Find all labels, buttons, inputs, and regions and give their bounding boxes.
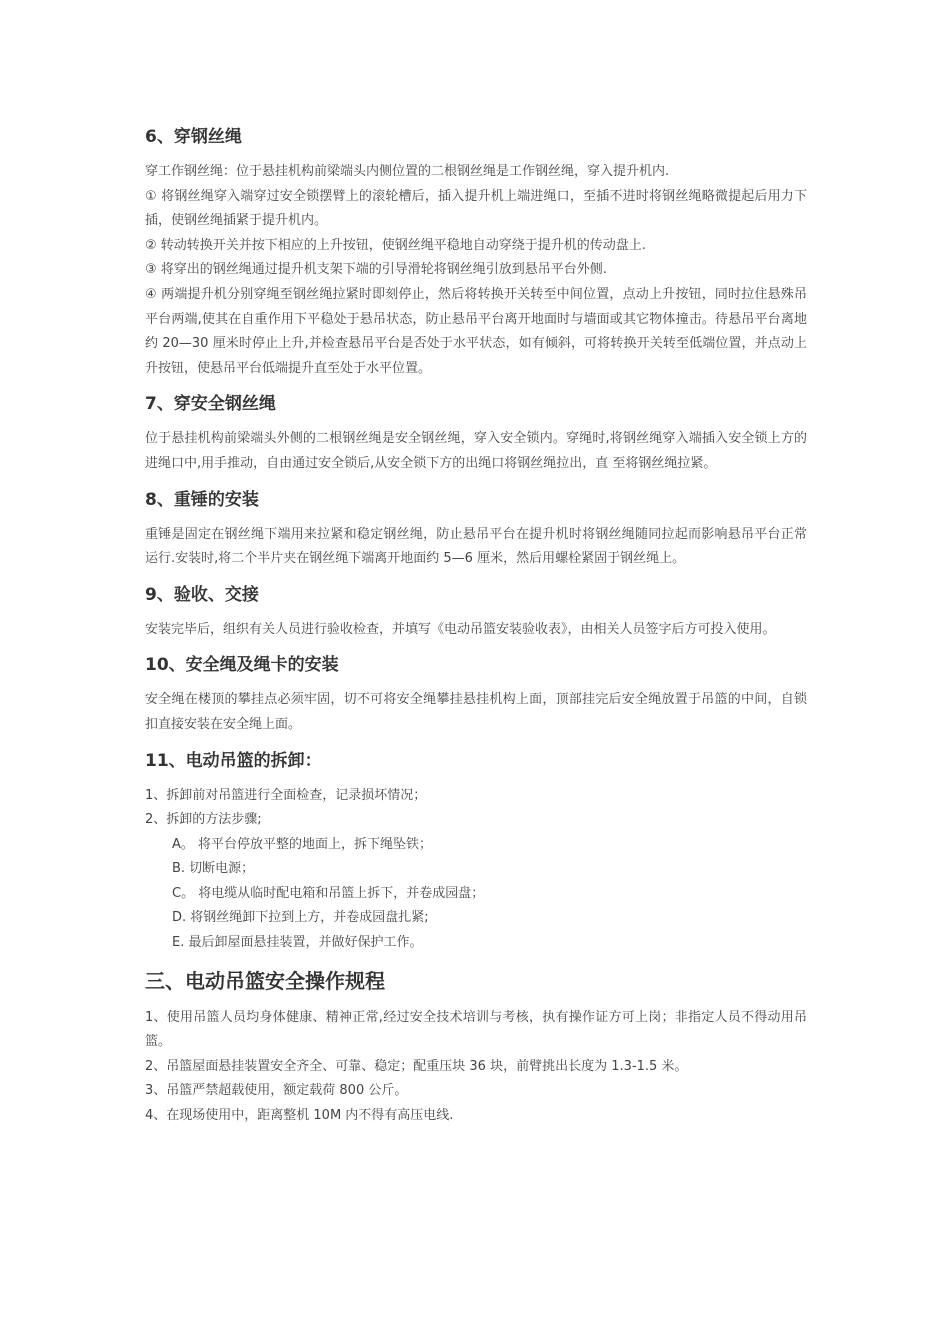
sub-list-item: A。 将平台停放平整的地面上，拆下绳坠铁； bbox=[172, 836, 433, 852]
chapter-heading: 三、电动吊篮安全操作规程 bbox=[145, 968, 385, 993]
paragraph: ③ 将穿出的钢丝绳通过提升机支架下端的引导滑轮将钢丝绳引放到悬吊平台外侧. bbox=[145, 262, 607, 278]
sub-list-item: C。 将电缆从临时配电箱和吊篮上拆下，并卷成园盘； bbox=[172, 885, 485, 901]
sub-list-item: E. 最后卸屋面悬挂装置，并做好保护工作。 bbox=[172, 935, 423, 951]
sub-list-item: D. 将钢丝绳卸下拉到上方，并卷成园盘扎紧; bbox=[172, 910, 429, 926]
paragraph: ④ 两端提升机分别穿绳至钢丝绳拉紧时即刻停止，然后将转换开关转至中间位置，点动上升按钮，同时拉住悬殊吊平台两端,使其在自重作用下平稳处于悬吊状态，防止悬吊平台离开地面时与墙面或其它物体撞击。待悬吊平台离地约 20—30 厘米时停止上升,并检查悬吊平台是否处于水平状态，如有倾斜，可将转换开关转至低端位置，并点动上升按钮，使悬吊平台低端提升直至处于水平位置。 bbox=[145, 286, 807, 376]
list-item: 2、拆卸的方法步骤; bbox=[145, 812, 262, 828]
paragraph: 重锤是固定在钢丝绳下端用来拉紧和稳定钢丝绳，防止悬吊平台在提升机时将钢丝绳随同拉起而影响悬吊平台正常运行.安装时,将二个半片夹在钢丝绳下端离开地面约 5—6 厘米，然后用螺栓紧固于钢丝绳上。 bbox=[145, 526, 807, 567]
list-item: 4、在现场使用中，距离整机 10M 内不得有高压电线. bbox=[145, 1108, 454, 1124]
list-item: 1、使用吊篮人员均身体健康、精神正常,经过安全技术培训与考核，执有操作证方可上岗；非指定人员不得动用吊篮。 bbox=[145, 1009, 807, 1050]
paragraph: ② 转动转换开关并按下相应的上升按钮，使钢丝绳平稳地自动穿绕于提升机的传动盘上. bbox=[145, 237, 646, 253]
list-item: 1、拆卸前对吊篮进行全面检查，记录损坏情况； bbox=[145, 787, 427, 803]
sub-list-item: B. 切断电源； bbox=[172, 861, 255, 877]
section-heading-11: 11、电动吊篮的拆卸： bbox=[145, 750, 322, 771]
section-heading-9: 9、验收、交接 bbox=[145, 584, 259, 605]
paragraph: 安装完毕后，组织有关人员进行验收检查，并填写《电动吊篮安装验收表》，由相关人员签字后方可投入使用。 bbox=[145, 621, 776, 637]
paragraph: ① 将钢丝绳穿入端穿过安全锁摆臂上的滚轮槽后，插入提升机上端进绳口，至插不进时将钢丝绳略微提起后用力下插，使钢丝绳插紧于提升机内。 bbox=[145, 188, 807, 229]
document-page bbox=[145, 120, 807, 1129]
section-heading-8: 8、重锤的安装 bbox=[145, 489, 259, 510]
paragraph: 安全绳在楼顶的攀挂点必须牢固，切不可将安全绳攀挂悬挂机构上面，顶部挂完后安全绳放置于吊篮的中间，自锁扣直接安装在安全绳上面。 bbox=[145, 692, 807, 732]
list-item: 3、吊篮严禁超载使用，额定载荷 800 公斤。 bbox=[145, 1083, 408, 1099]
section-heading-6: 6、穿钢丝绳 bbox=[145, 127, 242, 147]
section-heading-7: 7、穿安全钢丝绳 bbox=[145, 394, 276, 415]
paragraph: 位于悬挂机构前梁端头外侧的二根钢丝绳是安全钢丝绳，穿入安全锁内。穿绳时,将钢丝绳穿入端插入安全锁上方的进绳口中,用手推动，自由通过安全锁后,从安全锁下方的出绳口将钢丝绳拉出，直 至将钢丝绳拉紧。 bbox=[145, 431, 807, 471]
section-heading-10: 10、安全绳及绳卡的安装 bbox=[145, 655, 339, 676]
list-item: 2、吊篮屋面悬挂装置安全齐全、可靠、稳定；配重压块 36 块，前臂挑出长度为 1.3-1.5 米。 bbox=[145, 1058, 688, 1074]
paragraph: 穿工作钢丝绳：位于悬挂机构前梁端头内侧位置的二根钢丝绳是工作钢丝绳，穿入提升机内. bbox=[145, 164, 670, 179]
